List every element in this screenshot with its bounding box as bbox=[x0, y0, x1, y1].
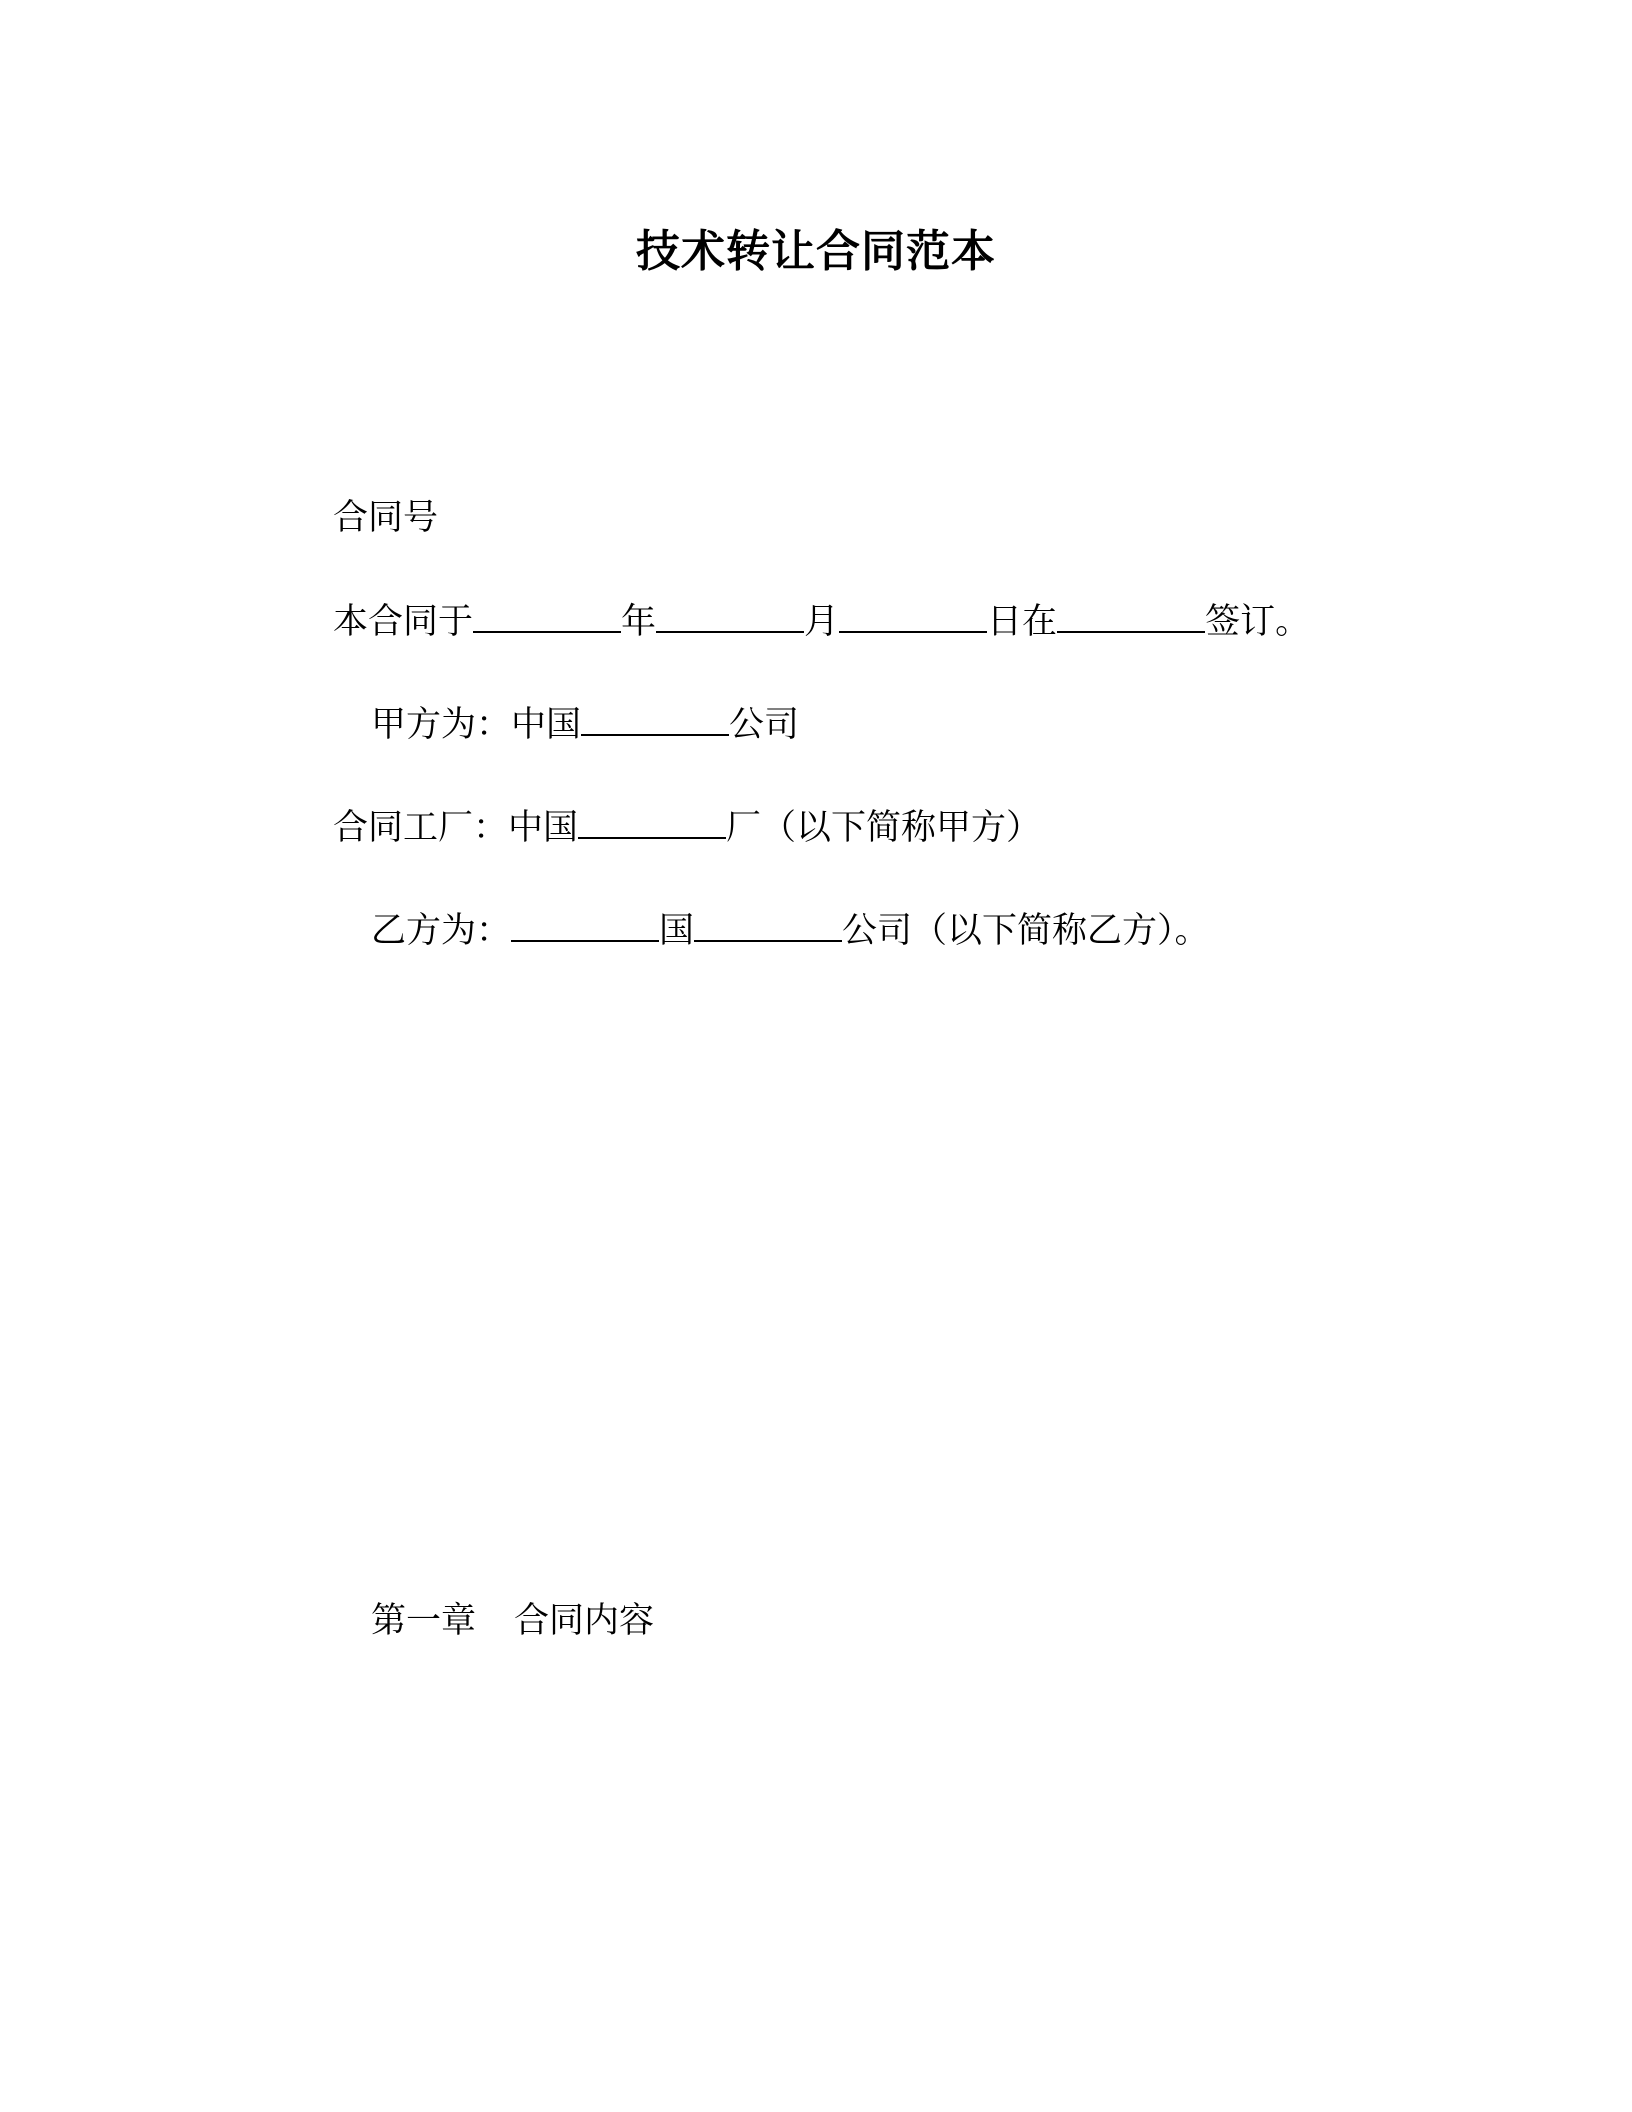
signing-date-line bbox=[333, 597, 1310, 646]
contract-number-line bbox=[333, 494, 438, 542]
party-b-label: 乙方为： bbox=[371, 911, 512, 951]
factory-suffix: 厂（以下简称甲方） bbox=[726, 808, 1042, 848]
party-b-mid: 国 bbox=[659, 911, 695, 951]
party-a-country: 中国 bbox=[511, 705, 582, 745]
party-a-line bbox=[371, 700, 799, 749]
signing-prefix: 本合同于 bbox=[333, 602, 474, 642]
factory-name-blank[interactable] bbox=[578, 803, 726, 839]
chapter-number: 第一章 bbox=[371, 1601, 477, 1641]
party-a-suffix: 公司 bbox=[729, 705, 800, 745]
party-a-company-blank[interactable] bbox=[581, 700, 729, 736]
contract-number-label: 合同号 bbox=[333, 498, 439, 538]
chapter-heading bbox=[371, 1597, 654, 1645]
signing-year-blank[interactable] bbox=[473, 597, 621, 633]
party-a-label: 甲方为： bbox=[371, 705, 512, 745]
signing-month-blank[interactable] bbox=[656, 597, 804, 633]
factory-country: 中国 bbox=[508, 808, 579, 848]
party-b-country-blank[interactable] bbox=[511, 906, 659, 942]
factory-label: 合同工厂： bbox=[333, 808, 509, 848]
signing-day-blank[interactable] bbox=[839, 597, 987, 633]
signing-place-blank[interactable] bbox=[1057, 597, 1205, 633]
party-b-company-blank[interactable] bbox=[694, 906, 842, 942]
signing-day-label: 日在 bbox=[987, 602, 1058, 642]
signing-year-label: 年 bbox=[621, 602, 657, 642]
signing-suffix: 签订。 bbox=[1205, 602, 1311, 642]
signing-month-label: 月 bbox=[804, 602, 840, 642]
party-b-suffix: 公司（以下简称乙方）。 bbox=[842, 911, 1210, 951]
chapter-title: 合同内容 bbox=[514, 1601, 655, 1641]
party-b-line bbox=[371, 906, 1210, 955]
document-title: 技术转让合同范本 bbox=[636, 226, 996, 277]
factory-line bbox=[333, 803, 1041, 852]
